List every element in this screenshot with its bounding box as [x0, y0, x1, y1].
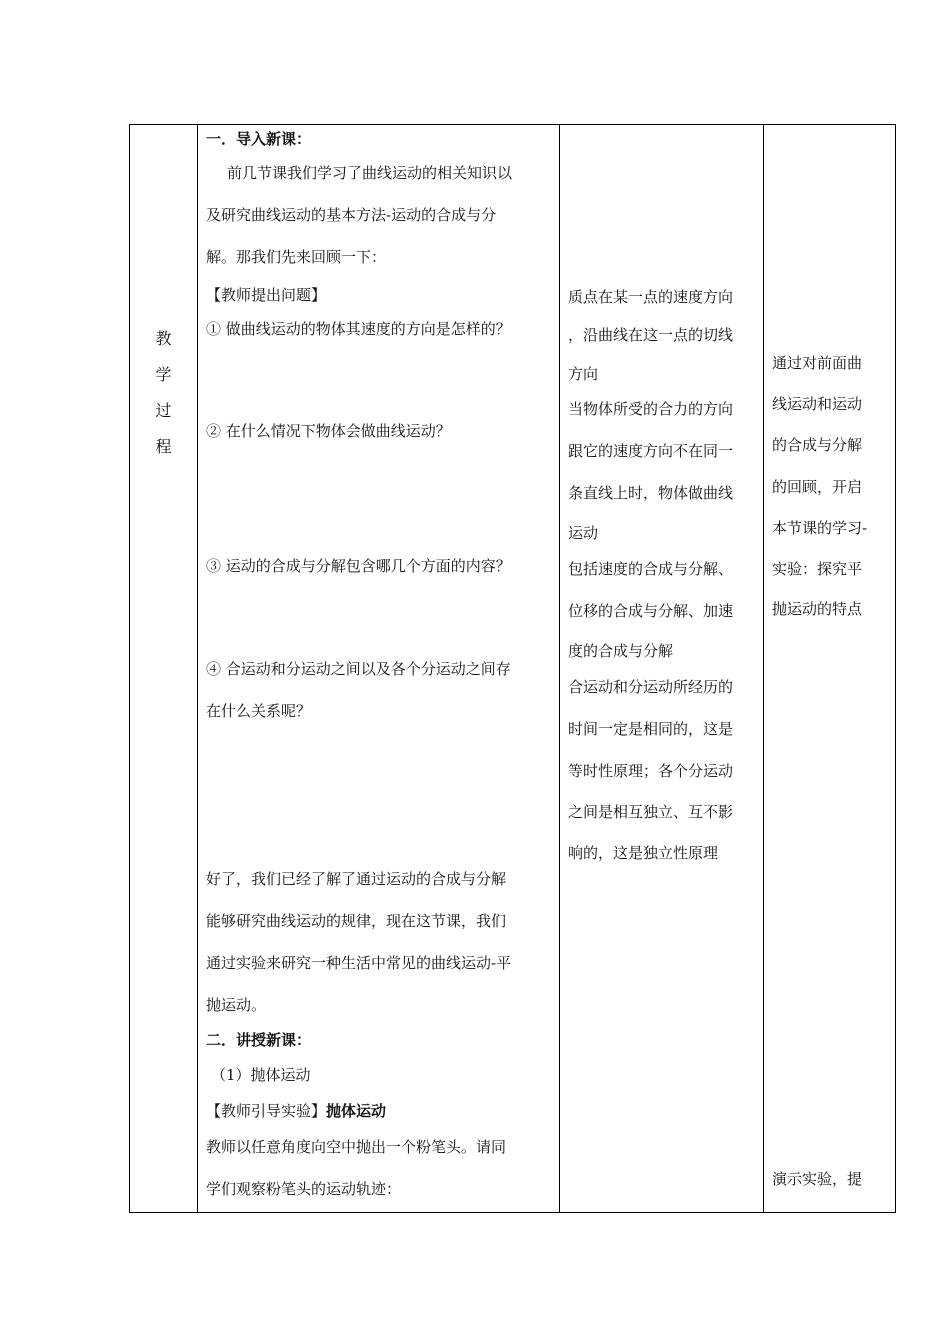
row-label-char: 过: [155, 401, 172, 420]
intent-line: 通过对前面曲: [772, 354, 863, 372]
answer-2-line: 跟它的速度方向不在同一: [568, 442, 734, 460]
question-2: ② 在什么情况下物体会做曲线运动？: [206, 422, 451, 440]
subsection-heading: （1）抛体运动: [211, 1066, 311, 1084]
intro-line: 解。那我们先来回顾一下：: [206, 248, 387, 266]
section-heading: 一．导入新课：: [206, 130, 312, 148]
demo-line: 教师以任意角度向空中抛出一个粉笔头。请同: [206, 1138, 507, 1156]
intent-line: 抛运动的特点: [772, 600, 863, 618]
outro-line: 好了，我们已经了解了通过运动的合成与分解: [206, 870, 507, 888]
answer-4-line: 合运动和分运动所经历的: [568, 678, 734, 696]
outro-line: 能够研究曲线运动的规律，现在这节课，我们: [206, 912, 507, 930]
intent-line: 线运动和运动: [772, 395, 863, 413]
intro-line: 前几节课我们学习了曲线运动的相关知识以: [227, 164, 513, 182]
question-4-line: ④ 合运动和分运动之间以及各个分运动之间存: [206, 660, 511, 678]
outro-line: 抛运动。: [206, 996, 267, 1014]
outro-line: 通过实验来研究一种生活中常见的曲线运动-平: [206, 954, 512, 972]
guide-label-bold: 抛体运动: [326, 1102, 387, 1120]
column-divider: [763, 125, 764, 1212]
answer-2-line: 运动: [568, 524, 599, 542]
section-heading: 二．讲授新课：: [206, 1031, 312, 1049]
row-label-char: 程: [155, 437, 172, 456]
answer-3-line: 包括速度的合成与分解、: [568, 560, 734, 578]
intro-line: 及研究曲线运动的基本方法-运动的合成与分: [206, 206, 497, 224]
intent-line: 的回顾，开启: [772, 478, 863, 496]
answer-1-line: 方向: [568, 365, 599, 383]
intent-line: 实验：探究平: [772, 560, 863, 578]
column-divider: [559, 125, 560, 1212]
answer-3-line: 位移的合成与分解、加速: [568, 602, 734, 620]
answer-1-line: 质点在某一点的速度方向: [568, 288, 734, 306]
guide-label: [206, 1101, 386, 1121]
answer-3-line: 度的合成与分解: [568, 642, 674, 660]
column-divider: [197, 125, 198, 1212]
answer-2-line: 当物体所受的合力的方向: [568, 400, 734, 418]
question-3: ③ 运动的合成与分解包含哪几个方面的内容？: [206, 557, 511, 575]
guide-label-text: 【教师引导实验】: [206, 1102, 327, 1120]
question-1: ① 做曲线运动的物体其速度的方向是怎样的？: [206, 320, 511, 338]
lesson-table: [129, 124, 896, 1213]
row-label-char: 学: [155, 365, 172, 384]
answer-4-line: 响的，这是独立性原理: [568, 844, 719, 862]
intent-line: 的合成与分解: [772, 436, 863, 454]
row-label: [130, 321, 197, 465]
intent-line: 演示实验，提: [772, 1170, 863, 1188]
demo-line: 学们观察粉笔头的运动轨迹：: [206, 1180, 402, 1198]
ask-label: 【教师提出问题】: [206, 286, 327, 304]
answer-1-line: ，沿曲线在这一点的切线: [568, 326, 734, 344]
intent-line: 本节课的学习-: [772, 519, 868, 537]
question-4-line: 在什么关系呢？: [206, 702, 312, 720]
answer-4-line: 之间是相互独立、互不影: [568, 803, 734, 821]
answer-4-line: 等时性原理；各个分运动: [568, 762, 734, 780]
answer-2-line: 条直线上时，物体做曲线: [568, 484, 734, 502]
row-label-char: 教: [155, 329, 172, 348]
answer-4-line: 时间一定是相同的，这是: [568, 720, 734, 738]
